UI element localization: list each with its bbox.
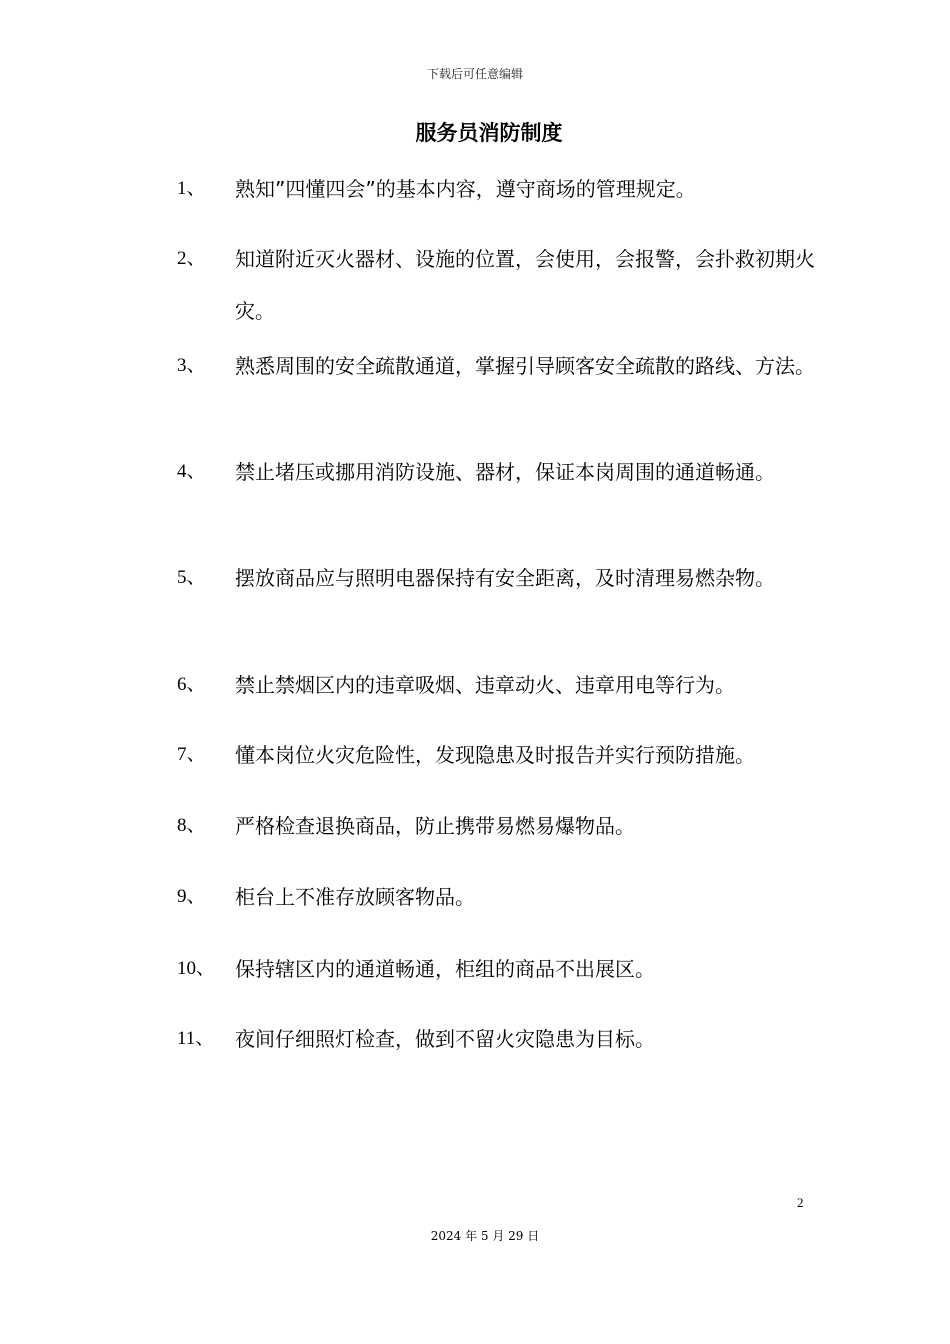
rule-text: 禁止禁烟区内的违章吸烟、违章动火、违章用电等行为。 bbox=[235, 673, 735, 697]
rule-number: 11、 bbox=[177, 1028, 215, 1049]
rule-text: 摆放商品应与照明电器保持有安全距离，及时清理易燃杂物。 bbox=[235, 566, 775, 590]
page-number: 2 bbox=[797, 1195, 804, 1210]
rule-number: 1、 bbox=[177, 178, 206, 199]
document-title: 服务员消防制度 bbox=[415, 121, 563, 145]
rule-number: 7、 bbox=[177, 744, 206, 765]
rule-text: 熟悉周围的安全疏散通道，掌握引导顾客安全疏散的路线、方法。 bbox=[235, 354, 815, 378]
rule-number: 6、 bbox=[177, 674, 206, 695]
rule-text: 柜台上不准存放顾客物品。 bbox=[235, 885, 475, 909]
rule-text: 熟知”四懂四会”的基本内容，遵守商场的管理规定。 bbox=[235, 177, 696, 201]
rule-number: 9、 bbox=[177, 886, 206, 907]
rule-text: 严格检查退换商品，防止携带易燃易爆物品。 bbox=[235, 814, 635, 838]
rule-text: 保持辖区内的通道畅通，柜组的商品不出展区。 bbox=[235, 957, 655, 981]
page-footer-date: 2024 年 5 月 29 日 bbox=[430, 1229, 540, 1243]
rule-number: 3、 bbox=[177, 355, 206, 376]
rule-text: 禁止堵压或挪用消防设施、器材，保证本岗周围的通道畅通。 bbox=[235, 460, 775, 484]
rule-number: 8、 bbox=[177, 815, 206, 836]
rule-number: 2、 bbox=[177, 248, 206, 269]
rule-number: 4、 bbox=[177, 461, 206, 482]
rule-text: 知道附近灭火器材、设施的位置，会使用，会报警，会扑救初期火灾。 bbox=[235, 247, 815, 323]
rule-text: 懂本岗位火灾危险性，发现隐患及时报告并实行预防措施。 bbox=[235, 743, 755, 767]
rule-number: 10、 bbox=[177, 958, 216, 979]
rule-number: 5、 bbox=[177, 567, 206, 588]
page-header-note: 下载后可任意编辑 bbox=[426, 67, 523, 81]
rule-text: 夜间仔细照灯检查，做到不留火灾隐患为目标。 bbox=[235, 1027, 655, 1051]
